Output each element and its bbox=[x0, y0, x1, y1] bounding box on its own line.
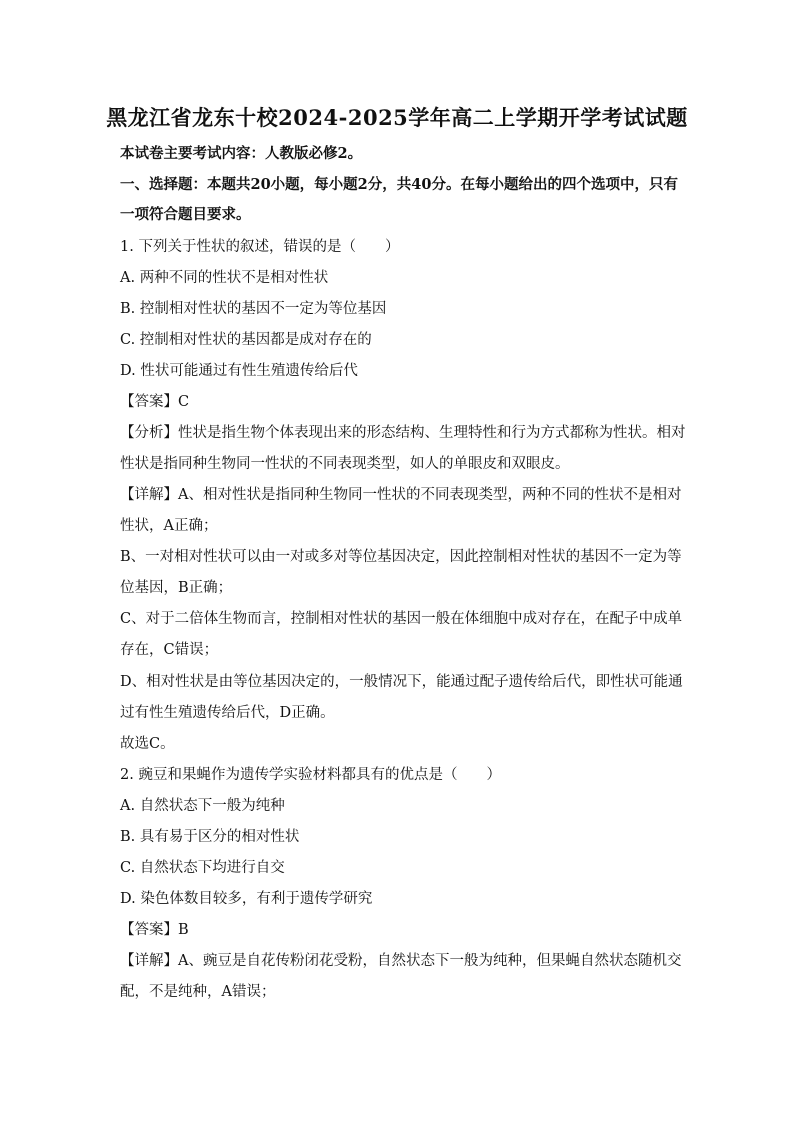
question-1-option-c: C. 控制相对性状的基因都是成对存在的 bbox=[120, 332, 372, 348]
question-1-answer: 【答案】C bbox=[120, 394, 190, 410]
question-2-detail-line: 【详解】A、豌豆是自花传粉闭花受粉，自然状态下一般为纯种，但果蝇自然状态随机交 bbox=[120, 953, 682, 969]
question-1-option-a: A. 两种不同的性状不是相对性状 bbox=[120, 270, 329, 286]
question-1-detail-line: 过有性生殖遗传给后代，D正确。 bbox=[120, 705, 335, 721]
question-1-analysis-line: 性状是指同种生物同一性状的不同表现类型，如人的单眼皮和双眼皮。 bbox=[120, 456, 570, 472]
question-1-conclusion: 故选C。 bbox=[120, 736, 175, 752]
question-1-detail-line: B、一对相对性状可以由一对或多对等位基因决定，因此控制相对性状的基因不一定为等 bbox=[120, 549, 682, 565]
question-1-detail-line: 存在，C错误； bbox=[120, 642, 219, 658]
section-heading-line-2: 一项符合题目要求。 bbox=[120, 206, 251, 223]
question-1-analysis-line: 【分析】性状是指生物个体表现出来的形态结构、生理特性和行为方式都称为性状。相对 bbox=[120, 425, 686, 441]
question-1-detail-line: D、相对性状是由等位基因决定的，一般情况下，能通过配子遗传给后代，即性状可能通 bbox=[120, 674, 683, 690]
question-1-detail-line: 【详解】A、相对性状是指同种生物同一性状的不同表现类型，两种不同的性状不是相对 bbox=[120, 487, 682, 503]
exam-scope: 本试卷主要考试内容：人教版必修2。 bbox=[120, 145, 363, 162]
question-2-option-d: D. 染色体数目较多，有利于遗传学研究 bbox=[120, 891, 373, 907]
document-title: 黑龙江省龙东十校2024-2025学年高二上学期开学考试试题 bbox=[106, 105, 688, 130]
question-1-stem: 1. 下列关于性状的叙述，错误的是（ ） bbox=[120, 239, 400, 255]
question-1-option-d: D. 性状可能通过有性生殖遗传给后代 bbox=[120, 363, 358, 379]
question-1-detail-line: 性状，A正确； bbox=[120, 518, 218, 534]
question-2-option-a: A. 自然状态下一般为纯种 bbox=[120, 798, 285, 814]
question-2-option-c: C. 自然状态下均进行自交 bbox=[120, 860, 285, 876]
question-2-detail-line: 配，不是纯种，A错误； bbox=[120, 984, 276, 1000]
section-heading-line-1: 一、选择题：本题共20小题，每小题2分，共40分。在每小题给出的四个选项中，只有 bbox=[120, 176, 678, 193]
question-2-option-b: B. 具有易于区分的相对性状 bbox=[120, 829, 300, 845]
question-2-stem: 2. 豌豆和果蝇作为遗传学实验材料都具有的优点是（ ） bbox=[120, 767, 501, 783]
question-1-detail-line: C、对于二倍体生物而言，控制相对性状的基因一般在体细胞中成对存在，在配子中成单 bbox=[120, 611, 683, 627]
question-1-option-b: B. 控制相对性状的基因不一定为等位基因 bbox=[120, 301, 387, 317]
question-1-detail-line: 位基因，B正确； bbox=[120, 580, 233, 596]
question-2-answer: 【答案】B bbox=[120, 922, 189, 938]
